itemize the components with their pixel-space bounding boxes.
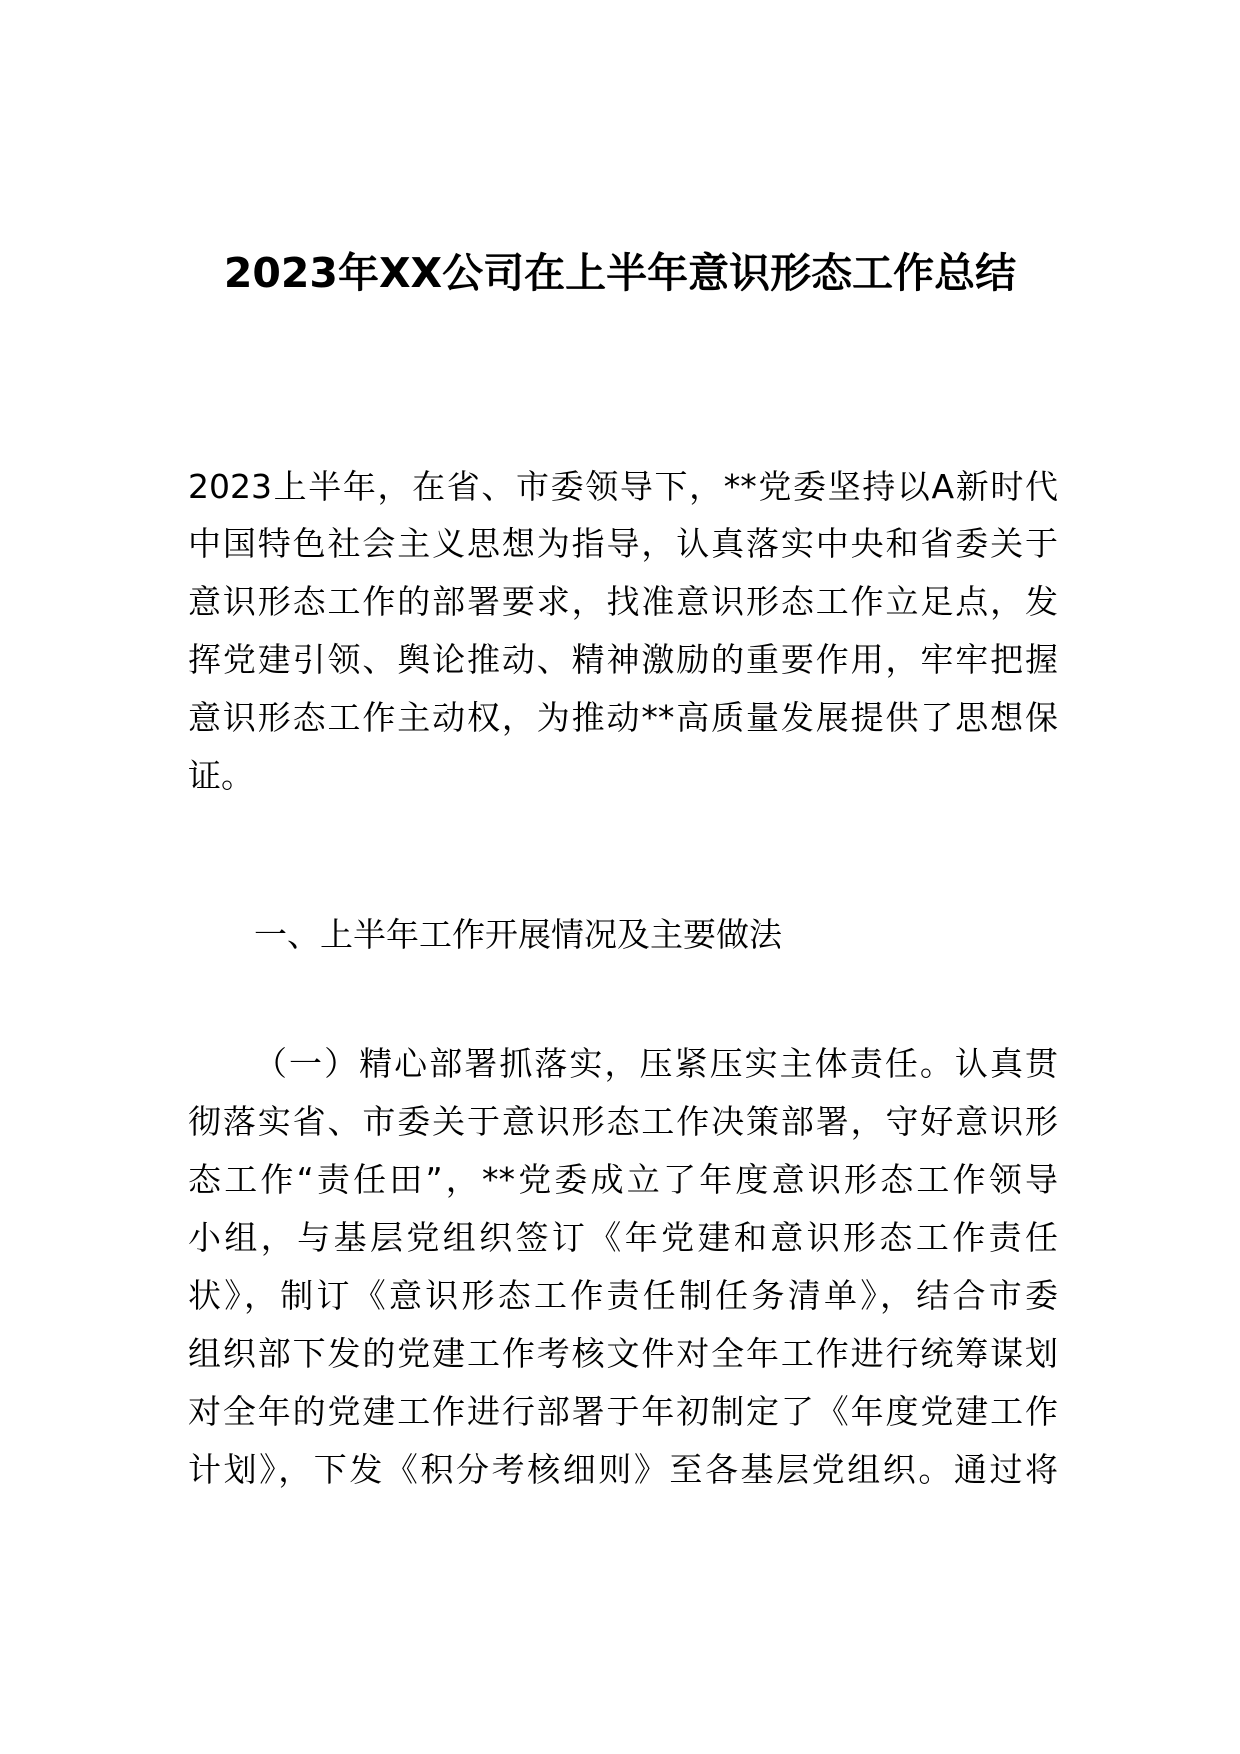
intro-line: 挥党建引领、舆论推动、精神激励的重要作用，牢牢把握 (188, 640, 1058, 679)
document-title: 2023年XX公司在上半年意识形态工作总结 (223, 249, 1017, 297)
section1-line: 对全年的党建工作进行部署于年初制定了《年度党建工作 (188, 1392, 1058, 1431)
section-heading: 一、上半年工作开展情况及主要做法 (254, 915, 782, 954)
intro-line: 2023上半年，在省、市委领导下，**党委坚持以A新时代 (188, 467, 1058, 506)
section1-line: 彻落实省、市委关于意识形态工作决策部署，守好意识形 (188, 1102, 1058, 1141)
section1-line: 态工作“责任田”，**党委成立了年度意识形态工作领导 (188, 1160, 1058, 1199)
section1-line: （一）精心部署抓落实，压紧压实主体责任。认真贯 (254, 1044, 1058, 1083)
section1-line: 组织部下发的党建工作考核文件对全年工作进行统筹谋划 (188, 1334, 1058, 1373)
intro-line: 意识形态工作主动权，为推动**高质量发展提供了思想保 (188, 698, 1058, 737)
intro-line: 意识形态工作的部署要求，找准意识形态工作立足点，发 (188, 582, 1058, 621)
section1-line: 状》，制订《意识形态工作责任制任务清单》，结合市委 (188, 1276, 1058, 1315)
section1-line: 小组，与基层党组织签订《年党建和意识形态工作责任 (188, 1218, 1058, 1257)
intro-line: 中国特色社会主义思想为指导，认真落实中央和省委关于 (188, 524, 1058, 563)
section1-line: 计划》，下发《积分考核细则》至各基层党组织。通过将 (188, 1450, 1058, 1489)
intro-line: 证。 (188, 756, 254, 795)
